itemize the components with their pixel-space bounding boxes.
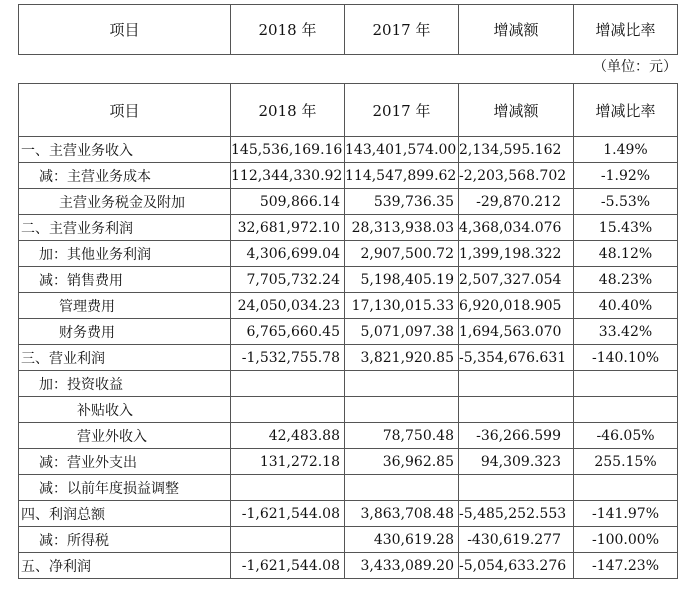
header-row xyxy=(19,84,678,137)
cell-2017: 2,907,500.72 xyxy=(345,241,459,267)
cell-change: 2,507,327.054 xyxy=(459,267,574,293)
table-row xyxy=(19,449,678,475)
cell-2017: 17,130,015.33 xyxy=(345,293,459,319)
table-row xyxy=(19,241,678,267)
header-ratio: 增减比率 xyxy=(574,84,678,137)
cell-2018: 42,483.88 xyxy=(231,423,345,449)
cell-ratio: 33.42% xyxy=(574,319,678,345)
cell-2018 xyxy=(231,397,345,423)
top-header-item: 项目 xyxy=(19,5,231,55)
cell-change: -5,354,676.631 xyxy=(459,345,574,371)
table-row xyxy=(19,527,678,553)
cell-change: 1,399,198.322 xyxy=(459,241,574,267)
cell-ratio xyxy=(574,475,678,501)
table-row xyxy=(19,189,678,215)
table-row xyxy=(19,501,678,527)
row-label: 加：其他业务利润 xyxy=(19,241,231,267)
cell-2017: 539,736.35 xyxy=(345,189,459,215)
cell-2017 xyxy=(345,397,459,423)
cell-ratio: -5.53% xyxy=(574,189,678,215)
cell-2018: 32,681,972.10 xyxy=(231,215,345,241)
table-row xyxy=(19,163,678,189)
cell-2018: 112,344,330.92 xyxy=(231,163,345,189)
cell-2017 xyxy=(345,475,459,501)
top-header-2017: 2017 年 xyxy=(345,5,459,55)
table-row xyxy=(19,267,678,293)
cell-2018: 145,536,169.16 xyxy=(231,137,345,163)
cell-2017: 143,401,574.00 xyxy=(345,137,459,163)
table-row xyxy=(19,345,678,371)
cell-2018: 4,306,699.04 xyxy=(231,241,345,267)
cell-ratio: -46.05% xyxy=(574,423,678,449)
row-label: 二、主营业务利润 xyxy=(19,215,231,241)
cell-2018: -1,621,544.08 xyxy=(231,501,345,527)
cell-ratio: 255.15% xyxy=(574,449,678,475)
cell-change xyxy=(459,475,574,501)
table-row xyxy=(19,423,678,449)
cell-2017: 78,750.48 xyxy=(345,423,459,449)
cell-ratio: 48.12% xyxy=(574,241,678,267)
header-item: 项目 xyxy=(19,84,231,137)
cell-ratio xyxy=(574,371,678,397)
table-row xyxy=(19,553,678,579)
row-label: 管理费用 xyxy=(19,293,231,319)
header-2017: 2017 年 xyxy=(345,84,459,137)
cell-2017 xyxy=(345,371,459,397)
cell-2018: 7,705,732.24 xyxy=(231,267,345,293)
cell-2017: 28,313,938.03 xyxy=(345,215,459,241)
income-statement-table xyxy=(18,83,678,579)
cell-2017: 114,547,899.62 xyxy=(345,163,459,189)
cell-2018: -1,532,755.78 xyxy=(231,345,345,371)
cell-ratio: -1.92% xyxy=(574,163,678,189)
cell-2018: 24,050,034.23 xyxy=(231,293,345,319)
cell-2017: 3,433,089.20 xyxy=(345,553,459,579)
cell-2017: 3,821,920.85 xyxy=(345,345,459,371)
header-2018: 2018 年 xyxy=(231,84,345,137)
cell-2017: 5,198,405.19 xyxy=(345,267,459,293)
row-label: 主营业务税金及附加 xyxy=(19,189,231,215)
cell-change: -430,619.277 xyxy=(459,527,574,553)
top-header-2018: 2018 年 xyxy=(231,5,345,55)
cell-ratio: -140.10% xyxy=(574,345,678,371)
cell-2017: 430,619.28 xyxy=(345,527,459,553)
row-label: 营业外收入 xyxy=(19,423,231,449)
cell-ratio: -147.23% xyxy=(574,553,678,579)
table-row xyxy=(19,397,678,423)
cell-ratio: 15.43% xyxy=(574,215,678,241)
cell-2017: 36,962.85 xyxy=(345,449,459,475)
cell-change: 94,309.323 xyxy=(459,449,574,475)
cell-change: 2,134,595.162 xyxy=(459,137,574,163)
cell-2018: 509,866.14 xyxy=(231,189,345,215)
row-label: 减：销售费用 xyxy=(19,267,231,293)
cell-change xyxy=(459,397,574,423)
cell-ratio: 40.40% xyxy=(574,293,678,319)
row-label: 减：主营业务成本 xyxy=(19,163,231,189)
cell-2018: -1,621,544.08 xyxy=(231,553,345,579)
row-label: 补贴收入 xyxy=(19,397,231,423)
cell-change xyxy=(459,371,574,397)
cell-2018 xyxy=(231,475,345,501)
top-header-ratio: 增减比率 xyxy=(574,5,678,55)
table-row xyxy=(19,371,678,397)
table-row xyxy=(19,137,678,163)
cell-2018 xyxy=(231,527,345,553)
unit-note: （单位：元） xyxy=(593,59,677,75)
cell-change: -5,485,252.553 xyxy=(459,501,574,527)
cell-ratio: 1.49% xyxy=(574,137,678,163)
cell-change: -36,266.599 xyxy=(459,423,574,449)
cell-2017: 3,863,708.48 xyxy=(345,501,459,527)
cell-ratio: 48.23% xyxy=(574,267,678,293)
row-label: 减：以前年度损益调整 xyxy=(19,475,231,501)
cell-change: -2,203,568.702 xyxy=(459,163,574,189)
cell-2018: 6,765,660.45 xyxy=(231,319,345,345)
cell-change: 4,368,034.076 xyxy=(459,215,574,241)
cell-change: -5,054,633.276 xyxy=(459,553,574,579)
row-label: 财务费用 xyxy=(19,319,231,345)
table-row xyxy=(19,215,678,241)
top-header-table xyxy=(18,4,678,55)
row-label: 加：投资收益 xyxy=(19,371,231,397)
row-label: 减：所得税 xyxy=(19,527,231,553)
cell-2018 xyxy=(231,371,345,397)
cell-ratio: -100.00% xyxy=(574,527,678,553)
top-header-change: 增减额 xyxy=(459,5,574,55)
row-label: 一、主营业务收入 xyxy=(19,137,231,163)
header-change: 增减额 xyxy=(459,84,574,137)
cell-2018: 131,272.18 xyxy=(231,449,345,475)
cell-2017: 5,071,097.38 xyxy=(345,319,459,345)
table-row xyxy=(19,475,678,501)
row-label: 三、营业利润 xyxy=(19,345,231,371)
cell-ratio xyxy=(574,397,678,423)
table-row xyxy=(19,293,678,319)
cell-change: 1,694,563.070 xyxy=(459,319,574,345)
cell-change: 6,920,018.905 xyxy=(459,293,574,319)
cell-ratio: -141.97% xyxy=(574,501,678,527)
row-label: 四、利润总额 xyxy=(19,501,231,527)
top-header-row xyxy=(19,5,678,55)
cell-change: -29,870.212 xyxy=(459,189,574,215)
row-label: 五、净利润 xyxy=(19,553,231,579)
table-row xyxy=(19,319,678,345)
row-label: 减：营业外支出 xyxy=(19,449,231,475)
